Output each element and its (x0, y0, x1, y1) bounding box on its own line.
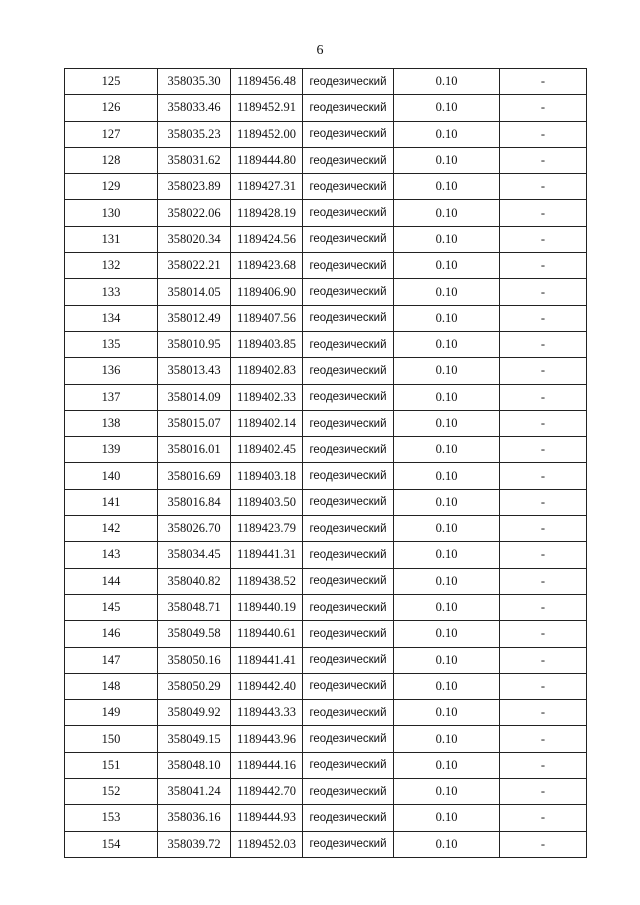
note-cell: - (500, 700, 587, 726)
table-row (65, 331, 587, 357)
table-row (65, 700, 587, 726)
note-cell: - (500, 673, 587, 699)
coordinate-x-cell: 358013.43 (158, 358, 231, 384)
method-cell: геодезический (303, 358, 394, 384)
point-number-cell: 154 (65, 831, 158, 857)
coordinate-y-cell: 1189403.18 (231, 463, 303, 489)
method-cell: геодезический (303, 121, 394, 147)
coordinate-y-cell: 1189444.93 (231, 805, 303, 831)
table-row (65, 516, 587, 542)
coordinate-x-cell: 358048.10 (158, 752, 231, 778)
accuracy-cell: 0.10 (394, 95, 500, 121)
point-number-cell: 128 (65, 147, 158, 173)
table-row (65, 621, 587, 647)
point-number-cell: 135 (65, 331, 158, 357)
coordinate-x-cell: 358049.58 (158, 621, 231, 647)
coordinate-y-cell: 1189403.50 (231, 489, 303, 515)
accuracy-cell: 0.10 (394, 437, 500, 463)
method-cell: геодезический (303, 489, 394, 515)
coordinate-y-cell: 1189452.91 (231, 95, 303, 121)
point-number-cell: 127 (65, 121, 158, 147)
note-cell: - (500, 542, 587, 568)
accuracy-cell: 0.10 (394, 358, 500, 384)
point-number-cell: 134 (65, 305, 158, 331)
point-number-cell: 136 (65, 358, 158, 384)
point-number-cell: 145 (65, 594, 158, 620)
coordinate-x-cell: 358040.82 (158, 568, 231, 594)
table-row (65, 831, 587, 857)
coordinate-y-cell: 1189443.33 (231, 700, 303, 726)
accuracy-cell: 0.10 (394, 226, 500, 252)
coordinate-x-cell: 358014.09 (158, 384, 231, 410)
method-cell: геодезический (303, 621, 394, 647)
coordinates-table (64, 68, 587, 858)
accuracy-cell: 0.10 (394, 384, 500, 410)
note-cell: - (500, 226, 587, 252)
method-cell: геодезический (303, 542, 394, 568)
point-number-cell: 148 (65, 673, 158, 699)
accuracy-cell: 0.10 (394, 594, 500, 620)
table-row (65, 253, 587, 279)
accuracy-cell: 0.10 (394, 174, 500, 200)
table-row (65, 779, 587, 805)
point-number-cell: 153 (65, 805, 158, 831)
method-cell: геодезический (303, 700, 394, 726)
method-cell: геодезический (303, 673, 394, 699)
note-cell: - (500, 463, 587, 489)
accuracy-cell: 0.10 (394, 410, 500, 436)
accuracy-cell: 0.10 (394, 621, 500, 647)
coordinate-x-cell: 358036.16 (158, 805, 231, 831)
coordinate-y-cell: 1189444.16 (231, 752, 303, 778)
coordinate-y-cell: 1189456.48 (231, 69, 303, 95)
table-row (65, 647, 587, 673)
point-number-cell: 149 (65, 700, 158, 726)
note-cell: - (500, 594, 587, 620)
accuracy-cell: 0.10 (394, 489, 500, 515)
note-cell: - (500, 331, 587, 357)
method-cell: геодезический (303, 147, 394, 173)
note-cell: - (500, 647, 587, 673)
accuracy-cell: 0.10 (394, 542, 500, 568)
coordinate-y-cell: 1189441.31 (231, 542, 303, 568)
table-row (65, 568, 587, 594)
coordinate-y-cell: 1189423.79 (231, 516, 303, 542)
point-number-cell: 140 (65, 463, 158, 489)
point-number-cell: 152 (65, 779, 158, 805)
note-cell: - (500, 253, 587, 279)
accuracy-cell: 0.10 (394, 673, 500, 699)
coordinate-y-cell: 1189424.56 (231, 226, 303, 252)
coordinate-x-cell: 358014.05 (158, 279, 231, 305)
note-cell: - (500, 752, 587, 778)
method-cell: геодезический (303, 805, 394, 831)
note-cell: - (500, 621, 587, 647)
coordinate-y-cell: 1189428.19 (231, 200, 303, 226)
note-cell: - (500, 779, 587, 805)
coordinate-x-cell: 358035.30 (158, 69, 231, 95)
point-number-cell: 129 (65, 174, 158, 200)
note-cell: - (500, 69, 587, 95)
point-number-cell: 126 (65, 95, 158, 121)
method-cell: геодезический (303, 331, 394, 357)
coordinate-y-cell: 1189443.96 (231, 726, 303, 752)
table-row (65, 805, 587, 831)
note-cell: - (500, 489, 587, 515)
accuracy-cell: 0.10 (394, 726, 500, 752)
accuracy-cell: 0.10 (394, 516, 500, 542)
table-row (65, 594, 587, 620)
method-cell: геодезический (303, 516, 394, 542)
table-row (65, 200, 587, 226)
accuracy-cell: 0.10 (394, 831, 500, 857)
note-cell: - (500, 516, 587, 542)
point-number-cell: 141 (65, 489, 158, 515)
coordinate-x-cell: 358012.49 (158, 305, 231, 331)
note-cell: - (500, 95, 587, 121)
method-cell: геодезический (303, 463, 394, 489)
point-number-cell: 138 (65, 410, 158, 436)
table-row (65, 384, 587, 410)
note-cell: - (500, 384, 587, 410)
coordinate-y-cell: 1189442.40 (231, 673, 303, 699)
coordinate-y-cell: 1189444.80 (231, 147, 303, 173)
note-cell: - (500, 279, 587, 305)
point-number-cell: 133 (65, 279, 158, 305)
coordinate-x-cell: 358034.45 (158, 542, 231, 568)
point-number-cell: 144 (65, 568, 158, 594)
method-cell: геодезический (303, 831, 394, 857)
table-row (65, 489, 587, 515)
accuracy-cell: 0.10 (394, 305, 500, 331)
method-cell: геодезический (303, 752, 394, 778)
table-row (65, 174, 587, 200)
method-cell: геодезический (303, 726, 394, 752)
coordinate-x-cell: 358015.07 (158, 410, 231, 436)
coordinate-y-cell: 1189440.19 (231, 594, 303, 620)
note-cell: - (500, 147, 587, 173)
point-number-cell: 137 (65, 384, 158, 410)
table-row (65, 95, 587, 121)
coordinate-y-cell: 1189402.83 (231, 358, 303, 384)
coordinate-x-cell: 358041.24 (158, 779, 231, 805)
method-cell: геодезический (303, 174, 394, 200)
method-cell: геодезический (303, 384, 394, 410)
table-row (65, 410, 587, 436)
method-cell: геодезический (303, 305, 394, 331)
accuracy-cell: 0.10 (394, 147, 500, 173)
accuracy-cell: 0.10 (394, 805, 500, 831)
method-cell: геодезический (303, 253, 394, 279)
point-number-cell: 146 (65, 621, 158, 647)
point-number-cell: 132 (65, 253, 158, 279)
table-row (65, 69, 587, 95)
point-number-cell: 125 (65, 69, 158, 95)
accuracy-cell: 0.10 (394, 463, 500, 489)
note-cell: - (500, 305, 587, 331)
note-cell: - (500, 726, 587, 752)
coordinate-y-cell: 1189441.41 (231, 647, 303, 673)
table-row (65, 121, 587, 147)
coordinate-x-cell: 358033.46 (158, 95, 231, 121)
coordinate-x-cell: 358022.06 (158, 200, 231, 226)
coordinate-x-cell: 358016.01 (158, 437, 231, 463)
note-cell: - (500, 410, 587, 436)
page-number: 6 (316, 43, 324, 58)
accuracy-cell: 0.10 (394, 700, 500, 726)
coordinate-x-cell: 358031.62 (158, 147, 231, 173)
coordinate-y-cell: 1189452.00 (231, 121, 303, 147)
coordinate-x-cell: 358049.92 (158, 700, 231, 726)
accuracy-cell: 0.10 (394, 779, 500, 805)
method-cell: геодезический (303, 69, 394, 95)
coordinate-y-cell: 1189402.45 (231, 437, 303, 463)
coordinate-y-cell: 1189452.03 (231, 831, 303, 857)
table-row (65, 726, 587, 752)
coordinate-y-cell: 1189402.33 (231, 384, 303, 410)
table-row (65, 147, 587, 173)
method-cell: геодезический (303, 200, 394, 226)
coordinates-table-body (65, 69, 587, 858)
point-number-cell: 150 (65, 726, 158, 752)
note-cell: - (500, 568, 587, 594)
coordinate-x-cell: 358026.70 (158, 516, 231, 542)
coordinate-x-cell: 358048.71 (158, 594, 231, 620)
point-number-cell: 151 (65, 752, 158, 778)
accuracy-cell: 0.10 (394, 647, 500, 673)
point-number-cell: 143 (65, 542, 158, 568)
coordinate-y-cell: 1189438.52 (231, 568, 303, 594)
method-cell: геодезический (303, 594, 394, 620)
note-cell: - (500, 200, 587, 226)
method-cell: геодезический (303, 95, 394, 121)
point-number-cell: 131 (65, 226, 158, 252)
method-cell: геодезический (303, 568, 394, 594)
coordinate-x-cell: 358016.84 (158, 489, 231, 515)
table-row (65, 226, 587, 252)
point-number-cell: 142 (65, 516, 158, 542)
coordinate-y-cell: 1189406.90 (231, 279, 303, 305)
method-cell: геодезический (303, 279, 394, 305)
method-cell: геодезический (303, 437, 394, 463)
table-row (65, 358, 587, 384)
coordinate-y-cell: 1189442.70 (231, 779, 303, 805)
note-cell: - (500, 805, 587, 831)
method-cell: геодезический (303, 226, 394, 252)
coordinate-x-cell: 358016.69 (158, 463, 231, 489)
coordinate-y-cell: 1189403.85 (231, 331, 303, 357)
coordinate-y-cell: 1189423.68 (231, 253, 303, 279)
point-number-cell: 147 (65, 647, 158, 673)
accuracy-cell: 0.10 (394, 200, 500, 226)
coordinate-x-cell: 358050.16 (158, 647, 231, 673)
table-row (65, 752, 587, 778)
method-cell: геодезический (303, 779, 394, 805)
coordinate-x-cell: 358022.21 (158, 253, 231, 279)
coordinate-x-cell: 358050.29 (158, 673, 231, 699)
accuracy-cell: 0.10 (394, 752, 500, 778)
table-row (65, 673, 587, 699)
note-cell: - (500, 831, 587, 857)
table-row (65, 463, 587, 489)
table-row (65, 279, 587, 305)
coordinate-y-cell: 1189407.56 (231, 305, 303, 331)
coordinate-x-cell: 358039.72 (158, 831, 231, 857)
point-number-cell: 139 (65, 437, 158, 463)
accuracy-cell: 0.10 (394, 69, 500, 95)
accuracy-cell: 0.10 (394, 253, 500, 279)
coordinate-x-cell: 358010.95 (158, 331, 231, 357)
note-cell: - (500, 358, 587, 384)
coordinate-x-cell: 358049.15 (158, 726, 231, 752)
coordinate-x-cell: 358020.34 (158, 226, 231, 252)
accuracy-cell: 0.10 (394, 568, 500, 594)
method-cell: геодезический (303, 647, 394, 673)
table-row (65, 542, 587, 568)
coordinate-x-cell: 358035.23 (158, 121, 231, 147)
table-row (65, 437, 587, 463)
accuracy-cell: 0.10 (394, 279, 500, 305)
coordinate-x-cell: 358023.89 (158, 174, 231, 200)
note-cell: - (500, 174, 587, 200)
table-row (65, 305, 587, 331)
accuracy-cell: 0.10 (394, 331, 500, 357)
note-cell: - (500, 121, 587, 147)
coordinate-y-cell: 1189440.61 (231, 621, 303, 647)
accuracy-cell: 0.10 (394, 121, 500, 147)
point-number-cell: 130 (65, 200, 158, 226)
method-cell: геодезический (303, 410, 394, 436)
coordinate-y-cell: 1189402.14 (231, 410, 303, 436)
note-cell: - (500, 437, 587, 463)
coordinate-y-cell: 1189427.31 (231, 174, 303, 200)
